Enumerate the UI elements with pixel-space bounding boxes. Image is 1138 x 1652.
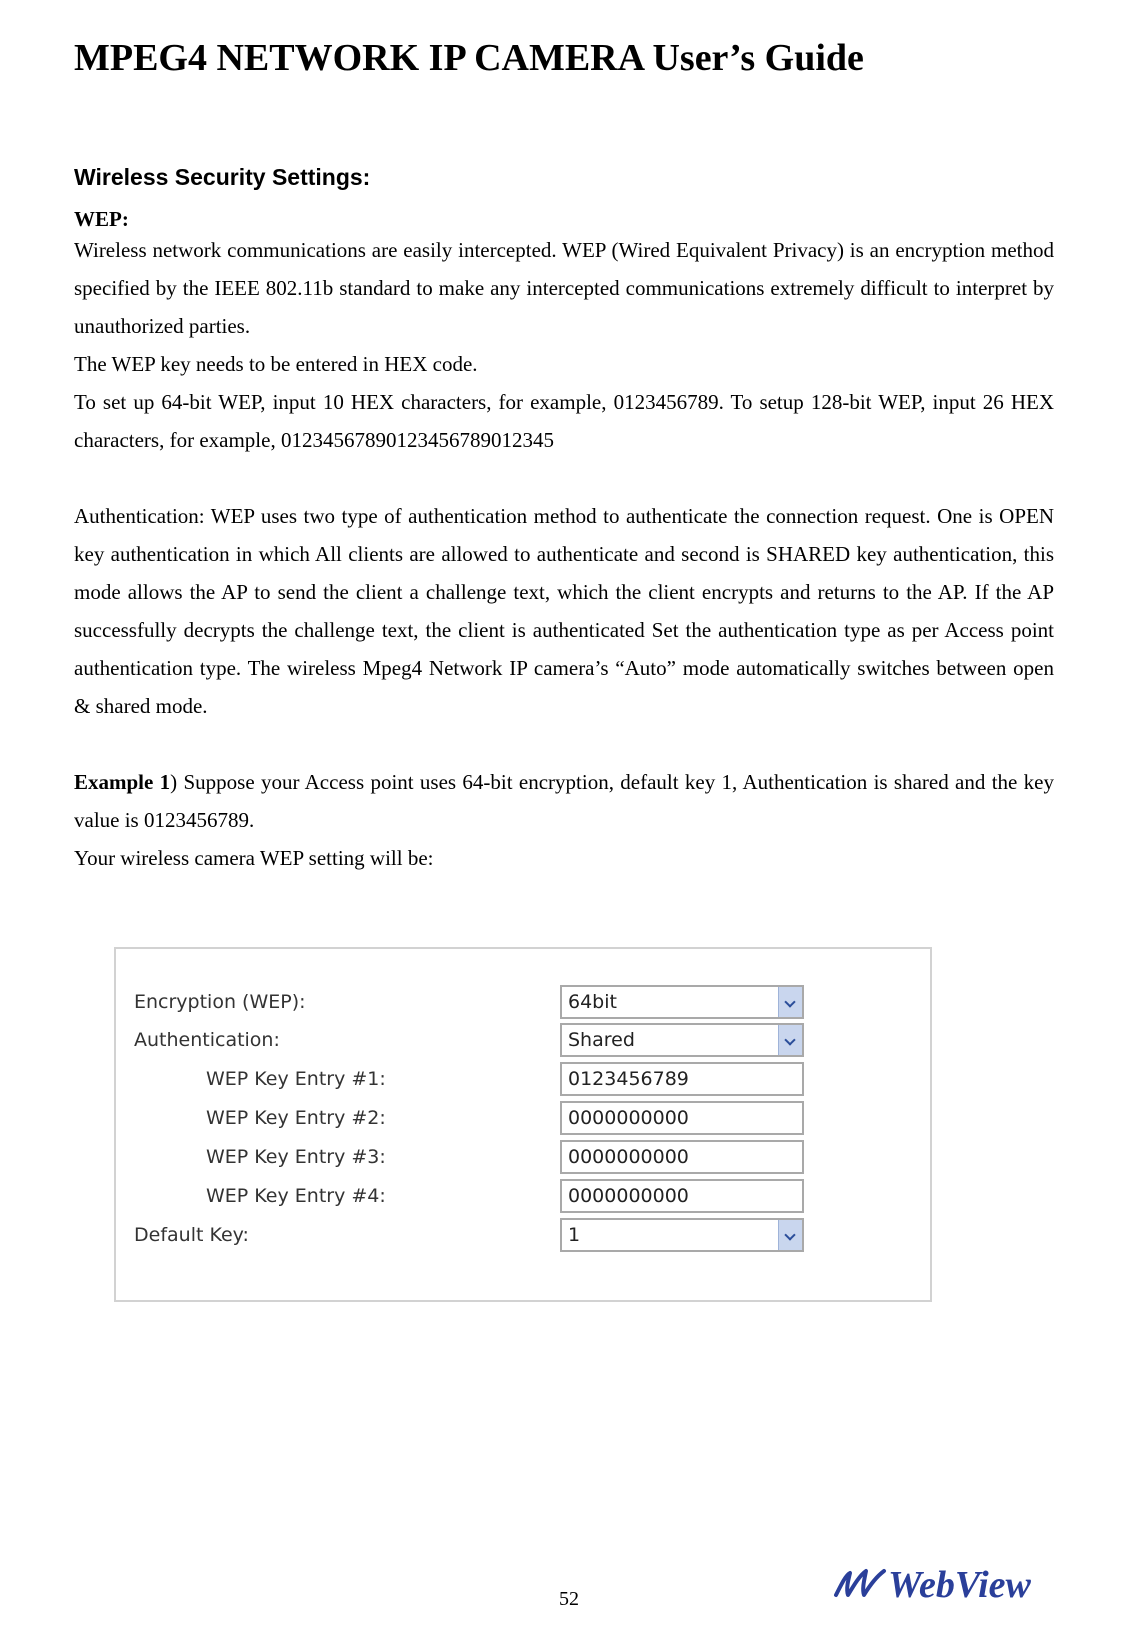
- wep-key-1-input[interactable]: 0123456789: [560, 1062, 804, 1096]
- wep-settings-panel: [114, 947, 932, 1302]
- wep-paragraph-1: Wireless network communications are easily intercepted. WEP (Wired Equivalent Privacy) is an encryption method specified by the IEEE 802.11b standard to make any intercepted communications extremely difficult to interpret by unauthorized parties.: [74, 238, 1054, 338]
- wep-key-2-label: WEP Key Entry #2:: [206, 1107, 386, 1129]
- authentication-label: Authentication:: [134, 1029, 280, 1051]
- authentication-select[interactable]: [560, 1023, 804, 1057]
- wep-section-body: [74, 231, 1054, 459]
- wep-key-3-input[interactable]: 0000000000: [560, 1140, 804, 1174]
- example-block: [74, 763, 1054, 877]
- wep-key-1-label: WEP Key Entry #1:: [206, 1068, 386, 1090]
- example-paragraph: [74, 763, 1054, 839]
- wep-key-2-input[interactable]: 0000000000: [560, 1101, 804, 1135]
- example-followup: Your wireless camera WEP setting will be:: [74, 846, 434, 870]
- wep-label: WEP:: [74, 207, 129, 231]
- wep-key-4-label: WEP Key Entry #4:: [206, 1185, 386, 1207]
- wep-paragraph-3: To set up 64-bit WEP, input 10 HEX characters, for example, 0123456789. To setup 128-bit WEP, input 26 HEX characters, for example, 01234567890123456789012345: [74, 390, 1054, 452]
- encryption-label: Encryption (WEP):: [134, 991, 306, 1013]
- webview-logo-icon: [832, 1565, 888, 1605]
- example-label: Example 1: [74, 770, 171, 794]
- webview-logo: [832, 1560, 1031, 1610]
- wep-key-4-input[interactable]: 0000000000: [560, 1179, 804, 1213]
- chevron-down-icon[interactable]: [778, 1025, 802, 1055]
- encryption-value: 64bit: [568, 991, 617, 1013]
- page-number: 52: [559, 1588, 579, 1610]
- default-key-label: Default Key:: [134, 1224, 249, 1246]
- chevron-down-icon[interactable]: [778, 1220, 802, 1250]
- encryption-select[interactable]: [560, 985, 804, 1019]
- webview-logo-text: WebView: [888, 1564, 1031, 1606]
- default-key-value: 1: [568, 1224, 581, 1246]
- authentication-paragraph: Authentication: WEP uses two type of authentication method to authenticate the connection request. One is OPEN key authentication in which All clients are allowed to authenticate and second is SHARED key authentication, this mode allows the AP to send the client a challenge text, which the client encrypts and returns to the AP. If the AP successfully decrypts the challenge text, the client is authenticated Set the authentication type as per Access point authentication type. The wireless Mpeg4 Network IP camera’s “Auto” mode automatically switches between open & shared mode.: [74, 504, 1054, 718]
- default-key-select[interactable]: [560, 1218, 804, 1252]
- wep-paragraph-2: The WEP key needs to be entered in HEX code.: [74, 352, 478, 376]
- example-text: ) Suppose your Access point uses 64-bit encryption, default key 1, Authentication is shared and the key value is 0123456789.: [74, 770, 1054, 832]
- section-heading: Wireless Security Settings:: [74, 164, 371, 190]
- authentication-value: Shared: [568, 1029, 635, 1051]
- chevron-down-icon[interactable]: [778, 987, 802, 1017]
- wep-key-3-label: WEP Key Entry #3:: [206, 1146, 386, 1168]
- page-title: MPEG4 NETWORK IP CAMERA User’s Guide: [74, 37, 864, 79]
